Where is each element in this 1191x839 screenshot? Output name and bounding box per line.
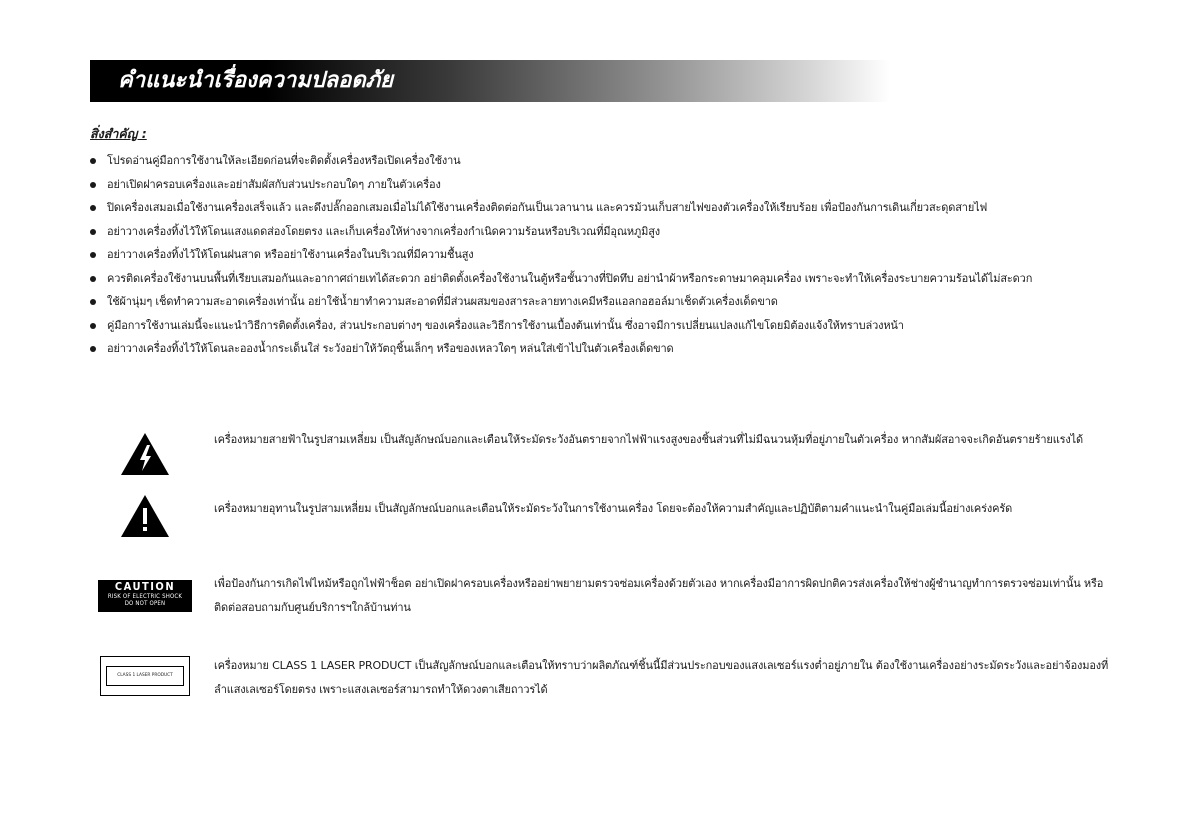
- lightning-triangle-icon: [90, 432, 200, 476]
- bullet-item: โปรดอ่านคู่มือการใช้งานให้ละเอียดก่อนที่จะติดตั้งเครื่องหรือเปิดเครื่องใช้งาน: [90, 149, 1120, 173]
- title-banner: [90, 60, 890, 102]
- important-heading: สิ่งสำคัญ :: [90, 126, 147, 141]
- bullet-item: คู่มือการใช้งานเล่มนี้จะแนะนำวิธีการติดตั้งเครื่อง, ส่วนประกอบต่างๆ ของเครื่องและวิธีการใช้งานเบื้องต้นเท่านั้น ซึ่งอาจมีการเปลี่ยนแปลงแก้ไขโดยมิต้องแจ้งให้ทราบล่วงหน้า: [90, 314, 1120, 338]
- safety-bullet-list: [90, 149, 1120, 361]
- laser-label-text: CLASS 1 LASER PRODUCT: [106, 666, 184, 686]
- bullet-item: ควรติดเครื่องใช้งานบนพื้นที่เรียบเสมอกันและอากาศถ่ายเทได้สะดวก อย่าติดตั้งเครื่องใช้งานในตู้หรือชั้นวางที่ปิดทึบ อย่านำผ้าหรือกระดาษมาคลุมเครื่อง เพราะจะทำให้เครื่องระบายความร้อนได้ไม่สะดวก: [90, 267, 1120, 291]
- notice-laser-text: เครื่องหมาย CLASS 1 LASER PRODUCT เป็นสัญลักษณ์บอกและเตือนให้ทราบว่าผลิตภัณฑ์ชิ้นนี้มีส่วนประกอบของแสงเลเซอร์แรงต่ำอยู่ภายใน ต้องใช้งานเครื่องอย่างระมัดระวังและอย่าจ้องมองที่ลำแสงเลเซอร์โดยตรง เพราะแสงเลเซอร์สามารถทำให้ดวงตาเสียถาวรได้: [214, 659, 1109, 696]
- page-title: คำแนะนำเรื่องความปลอดภัย: [118, 68, 394, 93]
- notice-exclamation-text: เครื่องหมายอุทานในรูปสามเหลี่ยม เป็นสัญลักษณ์บอกและเตือนให้ระมัดระวังในการใช้งานเครื่อง โดยจะต้องให้ความสำคัญและปฏิบัติตามคำแนะนำในคู่มือเล่มนี้อย่างเคร่งครัด: [214, 502, 1013, 515]
- bullet-item: อย่าวางเครื่องทิ้งไว้ให้โดนฝนสาด หรืออย่าใช้งานเครื่องในบริเวณที่มีความชื้นสูง: [90, 243, 1120, 267]
- caution-label-line1: RISK OF ELECTRIC SHOCK: [107, 593, 183, 600]
- bullet-item: อย่าเปิดฝาครอบเครื่องและอย่าสัมผัสกับส่วนประกอบใดๆ ภายในตัวเครื่อง: [90, 173, 1120, 197]
- caution-label-line2: DO NOT OPEN: [124, 600, 166, 607]
- laser-label-icon: [90, 656, 200, 696]
- bullet-item: อย่าวางเครื่องทิ้งไว้ให้โดนแสงแดดส่องโดยตรง และเก็บเครื่องให้ห่างจากเครื่องกำเนิดความร้อนหรือบริเวณที่มีอุณหภูมิสูง: [90, 220, 1120, 244]
- bullet-item: ใช้ผ้านุ่มๆ เช็ดทำความสะอาดเครื่องเท่านั้น อย่าใช้น้ำยาทำความสะอาดที่มีส่วนผสมของสารละลายทางเคมีหรือแอลกอฮอล์มาเช็ดตัวเครื่องเด็ดขาด: [90, 290, 1120, 314]
- caution-label-title: CAUTION: [114, 580, 176, 593]
- notice-caution-text: เพื่อป้องกันการเกิดไฟไหม้หรือถูกไฟฟ้าช็อต อย่าเปิดฝาครอบเครื่องหรืออย่าพยายามตรวจซ่อมเครื่องด้วยตัวเอง หากเครื่องมีอาการผิดปกติควรส่งเครื่องให้ช่างผู้ชำนาญทำการตรวจซ่อมเท่านั้น หรือติดต่อสอบถามกับศูนย์บริการฯใกล้บ้านท่าน: [214, 577, 1104, 614]
- bullet-item: ปิดเครื่องเสมอเมื่อใช้งานเครื่องเสร็จแล้ว และดึงปลั๊กออกเสมอเมื่อไม่ได้ใช้งานเครื่องติดต่อกันเป็นเวลานาน และควรม้วนเก็บสายไฟของตัวเครื่องให้เรียบร้อย เพื่อป้องกันการเดินเกี่ยวสะดุดสายไฟ: [90, 196, 1120, 220]
- bullet-item: อย่าวางเครื่องทิ้งไว้ให้โดนละอองน้ำกระเด็นใส่ ระวังอย่าให้วัตถุชิ้นเล็กๆ หรือของเหลวใดๆ หล่นใส่เข้าไปในตัวเครื่องเด็ดขาด: [90, 337, 1120, 361]
- exclamation-triangle-icon: [90, 494, 200, 538]
- notice-lightning-text: เครื่องหมายสายฟ้าในรูปสามเหลี่ยม เป็นสัญลักษณ์บอกและเตือนให้ระมัดระวังอันตรายจากไฟฟ้าแรงสูงของชิ้นส่วนที่ไม่มีฉนวนหุ้มที่อยู่ภายในตัวเครื่อง หากสัมผัสอาจจะเกิดอันตรายร้ายแรงได้: [214, 433, 1083, 446]
- caution-label-icon: [90, 580, 200, 612]
